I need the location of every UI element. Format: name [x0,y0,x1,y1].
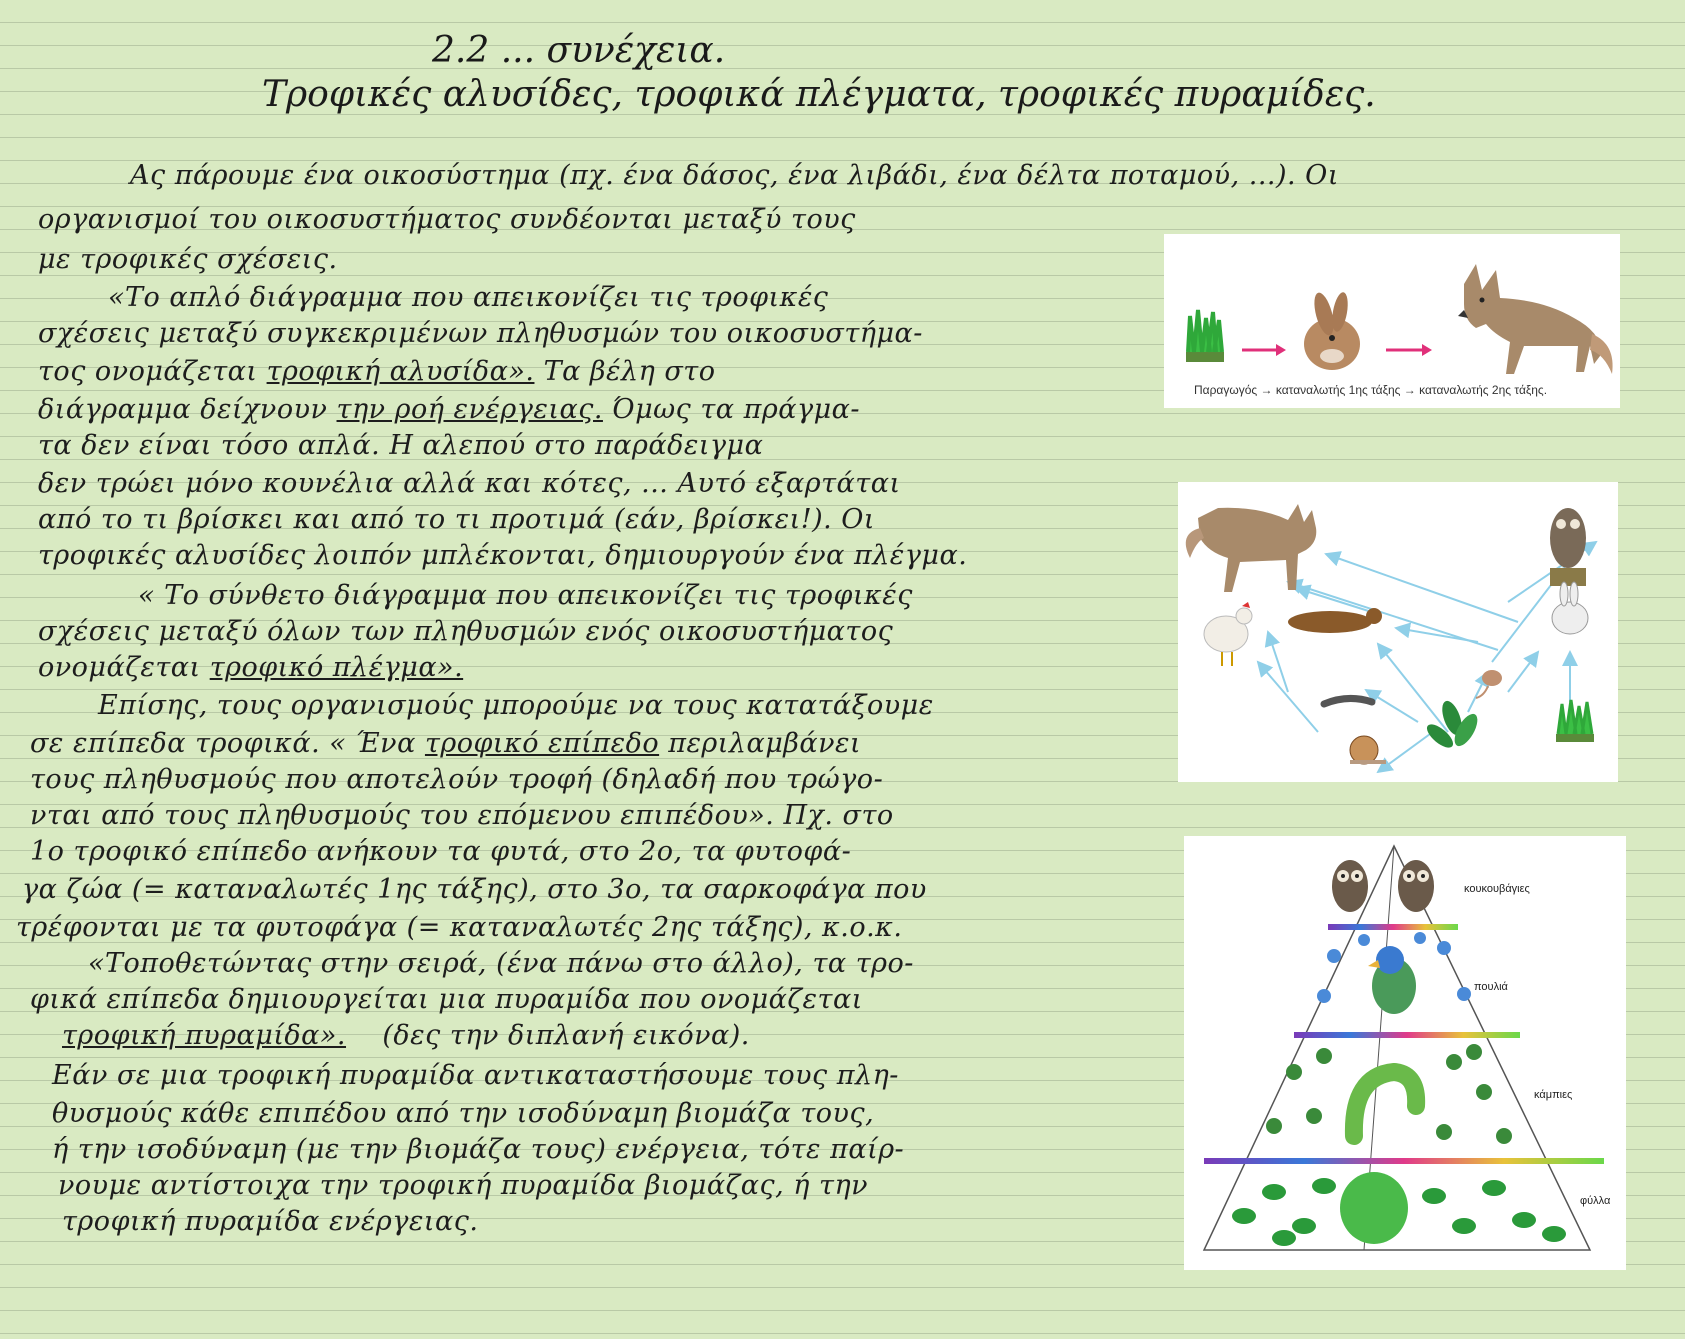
page-title: Τροφικές αλυσίδες, τροφικά πλέγματα, τροφικές πυραμίδες. [262,74,1376,115]
rabbit-icon [1552,582,1588,634]
text-fragment: Όμως τα πράγμα- [612,394,860,425]
owl-icon [1332,860,1368,912]
hen-icon [1204,602,1252,666]
text-fragment: (δες την διπλανή εικόνα). [382,1020,750,1051]
text-line [38,356,715,387]
label-leaves: φύλλα [1580,1195,1611,1207]
food-chain-caption: Παραγωγός → καταναλωτής 1ης τάξης → καταναλωτής 2ης τάξης. [1194,383,1548,397]
text-line: Ας πάρουμε ένα οικοσύστημα (πχ. ένα δάσος, ένα λιβάδι, ένα δέλτα ποταμού, ...). Οι [130,160,1339,191]
term-trophic-level: τροφικό επίπεδο [424,728,660,759]
text-line: Εάν σε μια τροφική πυραμίδα αντικαταστήσουμε τους πλη- [52,1060,899,1091]
text-fragment: ονομάζεται [38,652,201,683]
text-line: νται από τους πληθυσμούς του επόμενου επιπέδου». Πχ. στο [30,800,894,831]
plant-icon [1423,698,1482,751]
text-line: «Τοποθετώντας στην σειρά, (ένα πάνω στο άλλο), τα τρο- [88,948,914,979]
level-divider [1294,1032,1520,1038]
text-line: γα ζώα (= καταναλωτές 1ης τάξης), στο 3ο, τα σαρκοφάγα που [22,874,927,905]
millipede-icon [1324,698,1372,704]
text-line: φικά επίπεδα δημιουργείται μια πυραμίδα που ονομάζεται [30,984,863,1015]
text-line: θυσμούς κάθε επιπέδου από την ισοδύναμη βιομάζα τους, [52,1098,875,1129]
mouse-icon [1476,670,1502,698]
text-line: νουμε αντίστοιχα την τροφική πυραμίδα βιομάζας, ή την [58,1170,869,1201]
text-line: « Το σύνθετο διάγραμμα που απεικονίζει τις τροφικές [138,580,913,611]
text-line: «Το απλό διάγραμμα που απεικονίζει τις τροφικές [108,282,829,313]
food-web-figure [1178,482,1618,782]
owl-icon [1550,508,1586,586]
text-line: ή την ισοδύναμη (με την βιομάζα τους) ενέργεια, τότε παίρ- [52,1134,905,1165]
arrow-icon [1386,344,1432,356]
text-line: Επίσης, τους οργανισμούς μπορούμε να τους κατατάξουμε [98,690,934,721]
rabbit-icon [1304,291,1360,370]
text-line: από το τι βρίσκει και από το τι προτιμά (εάν, βρίσκει!). Οι [38,504,876,535]
level-divider [1328,924,1458,930]
text-line [38,394,860,425]
weasel-icon [1288,608,1382,633]
text-line: τροφικές αλυσίδες λοιπόν μπλέκονται, δημιουργούν ένα πλέγμα. [38,540,968,571]
food-web-arrows [1258,542,1596,772]
grass-icon [1186,310,1224,362]
term-food-web: τροφικό πλέγμα». [209,652,464,683]
level-divider [1204,1158,1604,1164]
owl-icon [1398,860,1434,912]
text-line: τροφική πυραμίδα ενέργειας. [62,1206,479,1237]
text-fragment: διάγραμμα δείχνουν [38,394,328,425]
text-fragment: τος ονομάζεται [38,356,258,387]
text-line: σχέσεις μεταξύ όλων των πληθυσμών ενός οικοσυστήματος [38,616,894,647]
text-line: δεν τρώει μόνο κουνέλια αλλά και κότες, ... Αυτό εξαρτάται [38,468,901,499]
text-fragment: σε επίπεδα τροφικά. « Ένα [30,728,416,759]
text-line: σχέσεις μεταξύ συγκεκριμένων πληθυσμών του οικοσυστήμα- [38,318,923,349]
text-line: με τροφικές σχέσεις. [38,244,338,275]
grass-icon [1556,700,1594,742]
text-line: οργανισμοί του οικοσυστήματος συνδέονται μεταξύ τους [38,204,856,235]
fox-icon [1458,264,1613,374]
text-line [38,652,463,683]
fox-icon [1186,504,1317,592]
text-fragment: περιλαμβάνει [668,728,862,759]
arrow-icon [1242,344,1286,356]
text-line: τρέφονται με τα φυτοφάγα (= καταναλωτές 2ης τάξης), κ.ο.κ. [16,912,903,943]
text-line [30,728,861,759]
page-title-number: 2.2 ... συνέχεια. [432,30,726,71]
text-line [62,1020,750,1051]
text-line: τα δεν είναι τόσο απλά. Η αλεπού στο παράδειγμα [38,430,764,461]
text-line: τους πληθυσμούς που αποτελούν τροφή (δηλαδή που τρώγο- [30,764,884,795]
text-fragment: Τα βέλη στο [543,356,716,387]
snail-icon [1350,736,1386,764]
label-birds: πουλιά [1474,981,1508,993]
food-chain-figure [1164,234,1620,408]
trophic-pyramid-figure [1184,836,1626,1270]
text-line: 1ο τροφικό επίπεδο ανήκουν τα φυτά, στο 2ο, τα φυτοφά- [30,836,852,867]
term-food-pyramid: τροφική πυραμίδα». [62,1020,347,1051]
label-owls: κουκουβάγιες [1464,883,1530,895]
term-energy-flow: την ροή ενέργειας. [336,394,603,425]
label-caterpillars: κάμπιες [1534,1089,1573,1101]
term-food-chain: τροφική αλυσίδα». [266,356,535,387]
